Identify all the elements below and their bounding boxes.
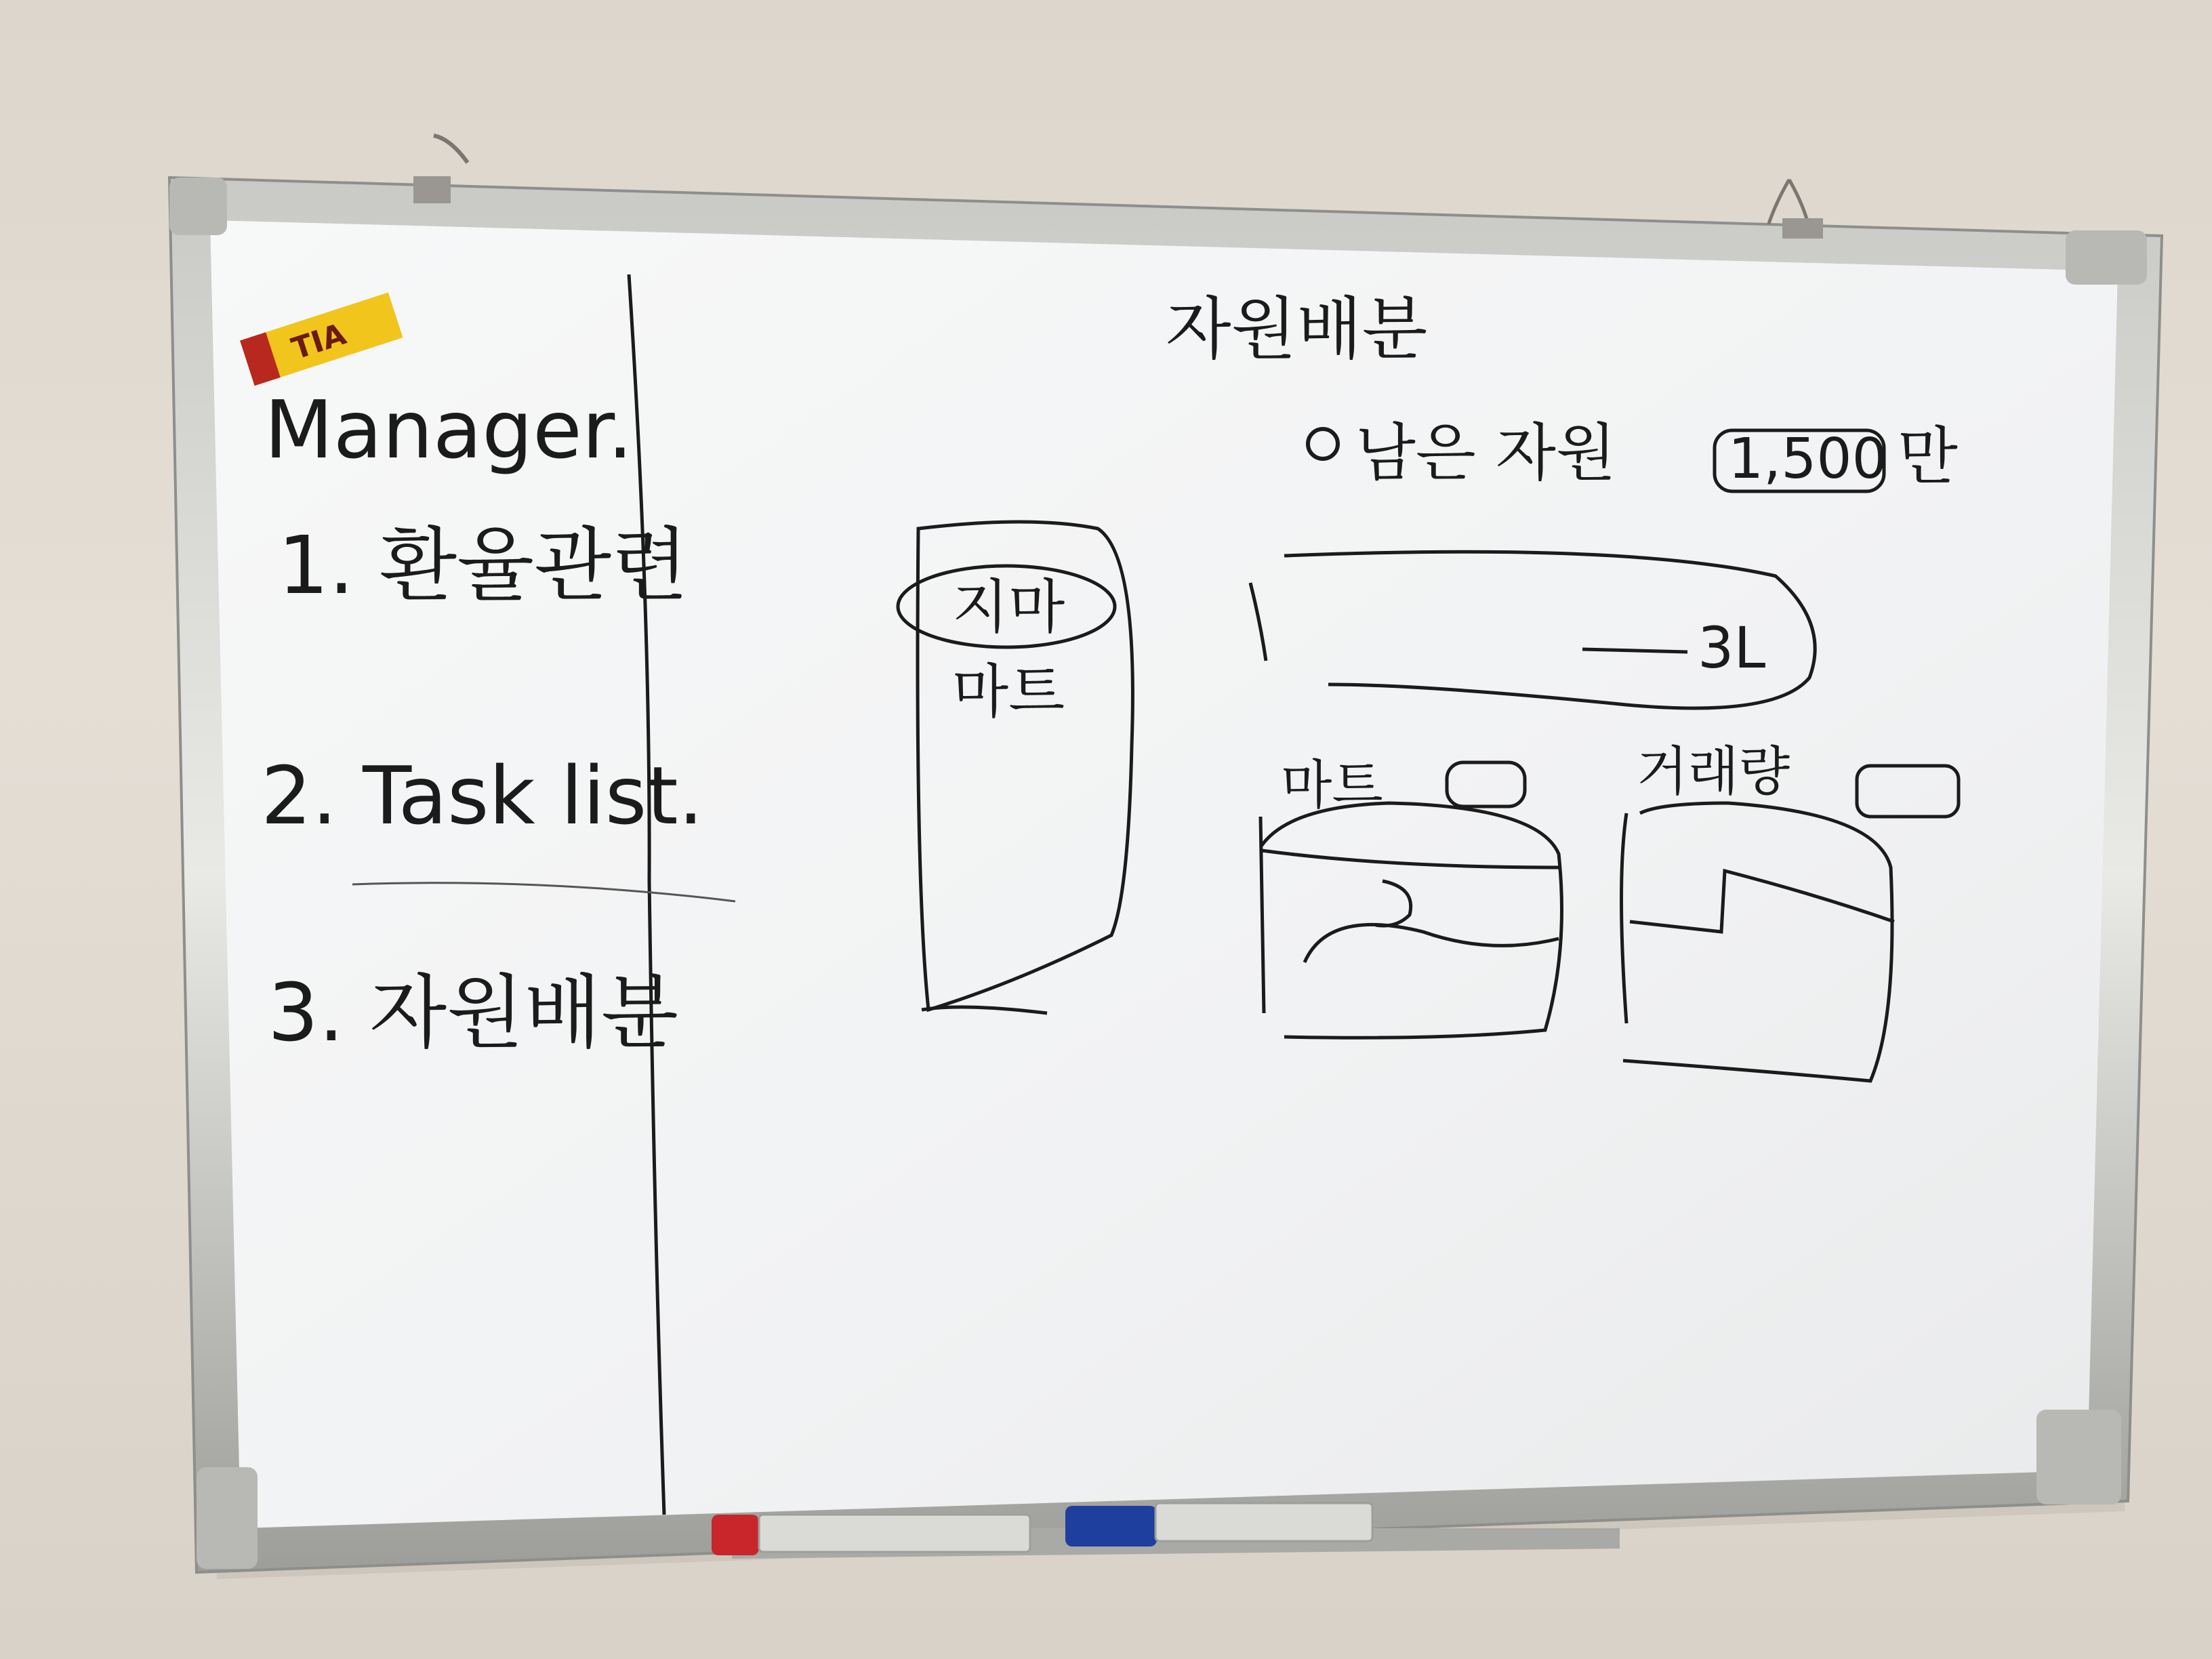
marker-blue bbox=[1065, 1503, 1372, 1547]
box-1-line-2: 마트 bbox=[952, 658, 1065, 726]
corner-cap-tl bbox=[169, 178, 227, 235]
section-b-label: 거래량 bbox=[1637, 741, 1790, 802]
remaining-resource-unit: 만 bbox=[1898, 420, 1958, 493]
task-item-3: 3. 자원배분 bbox=[268, 966, 679, 1059]
task-item-1: 1. 환율관련 bbox=[278, 518, 689, 612]
corner-cap-tr bbox=[2066, 230, 2147, 285]
corner-cap-br bbox=[2036, 1410, 2121, 1504]
marker-red bbox=[712, 1515, 1030, 1555]
box-1-line-1: 지마 bbox=[952, 573, 1065, 641]
box-2-label: 3L bbox=[1698, 615, 1766, 681]
svg-text:TIA: TIA bbox=[287, 316, 350, 367]
corner-cap-bl bbox=[197, 1467, 258, 1569]
task-item-2: 2. Task list. bbox=[261, 749, 704, 842]
remaining-resource-label: 남은 자원 bbox=[1355, 417, 1616, 489]
resource-title: 자원배분 bbox=[1166, 289, 1428, 369]
manager-heading: Manager. bbox=[264, 383, 633, 476]
remaining-resource-value: 1,500 bbox=[1728, 427, 1887, 491]
section-a-label: 마트 bbox=[1281, 755, 1383, 816]
